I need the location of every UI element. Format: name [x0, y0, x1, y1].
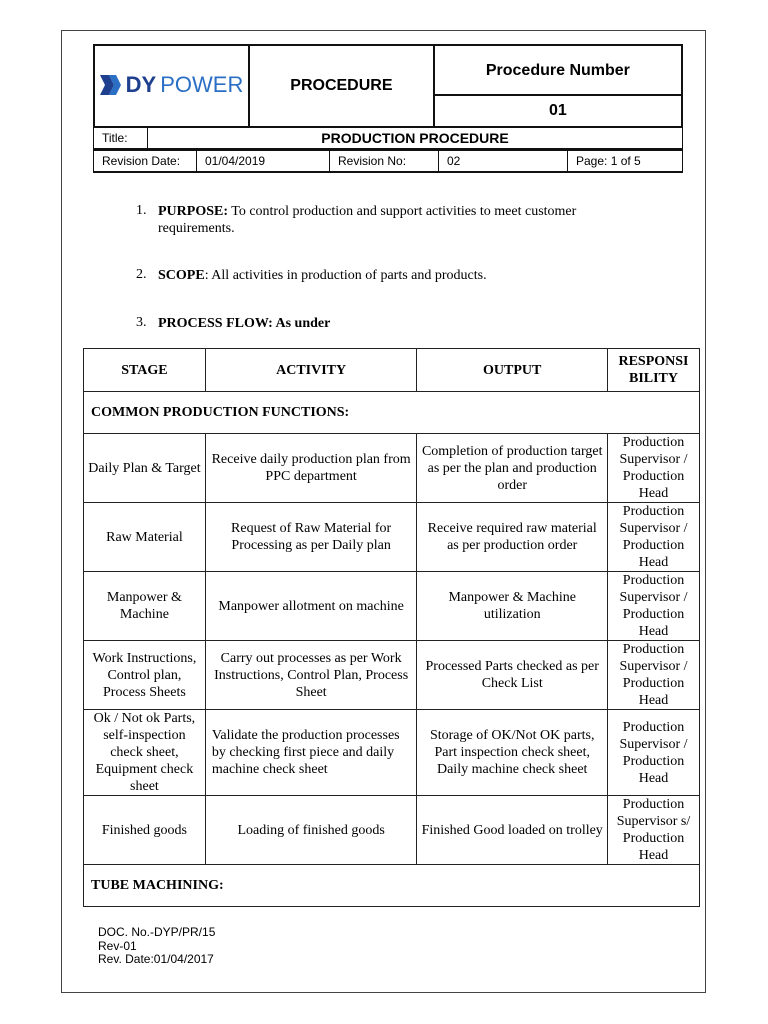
table-row — [84, 796, 700, 865]
procedure-label: PROCEDURE — [249, 45, 434, 127]
section-number: 3. — [136, 315, 147, 330]
document-title: PRODUCTION PROCEDURE — [148, 127, 683, 149]
logo-text-dy: DY — [125, 72, 157, 97]
header-activity: ACTIVITY — [205, 349, 417, 392]
procedure-number-label: Procedure Number — [434, 45, 682, 95]
document-footer — [98, 926, 215, 967]
cell-output: Receive required raw material as per production order — [417, 503, 608, 572]
revision-no-label: Revision No: — [330, 150, 439, 172]
company-logo — [100, 72, 244, 98]
procedure-number-value: 01 — [434, 95, 682, 127]
group-tube-machining: TUBE MACHINING: — [84, 865, 700, 907]
cell-stage: Finished goods — [84, 796, 206, 865]
table-header-row — [84, 349, 700, 392]
cell-output: Manpower & Machine utilization — [417, 572, 608, 641]
revision-no-value: 02 — [439, 150, 568, 172]
cell-stage: Raw Material — [84, 503, 206, 572]
cell-activity: Request of Raw Material for Processing as per Daily plan — [205, 503, 417, 572]
section-purpose — [136, 203, 596, 237]
logo-text-power: POWER — [160, 72, 244, 97]
section-heading: PURPOSE: — [158, 204, 228, 219]
logo-chevron-icon — [100, 75, 122, 95]
cell-activity: Carry out processes as per Work Instructions, Control Plan, Process Sheet — [205, 641, 417, 710]
cell-activity: Manpower allotment on machine — [205, 572, 417, 641]
revision-date-value: 01/04/2019 — [197, 150, 330, 172]
cell-activity: Receive daily production plan from PPC department — [205, 434, 417, 503]
title-table — [93, 126, 683, 150]
section-text: To control production and support activities to meet customer requirements. — [158, 204, 577, 236]
cell-output: Finished Good loaded on trolley — [417, 796, 608, 865]
footer-doc-no: DOC. No.-DYP/PR/15 — [98, 925, 216, 939]
title-label: Title: — [94, 127, 148, 149]
cell-responsibility: Production Supervisor / Production Head — [608, 572, 700, 641]
section-process-flow — [136, 315, 596, 332]
cell-responsibility: Production Supervisor / Production Head — [608, 710, 700, 796]
cell-output: Processed Parts checked as per Check List — [417, 641, 608, 710]
cell-stage: Manpower & Machine — [84, 572, 206, 641]
header-stage: STAGE — [84, 349, 206, 392]
cell-output: Storage of OK/Not OK parts, Part inspection check sheet, Daily machine check sheet — [417, 710, 608, 796]
cell-stage: Ok / Not ok Parts, self-inspection check sheet, Equipment check sheet — [84, 710, 206, 796]
table-row — [84, 572, 700, 641]
group-row — [84, 392, 700, 434]
cell-activity: Loading of finished goods — [205, 796, 417, 865]
section-number: 2. — [136, 267, 147, 282]
table-row — [84, 503, 700, 572]
page-indicator: Page: 1 of 5 — [568, 150, 683, 172]
cell-output: Completion of production target as per the plan and production order — [417, 434, 608, 503]
table-row — [84, 641, 700, 710]
table-row — [84, 434, 700, 503]
cell-activity: Validate the production processes by checking first piece and daily machine check sheet — [205, 710, 417, 796]
group-common-production: COMMON PRODUCTION FUNCTIONS: — [84, 392, 700, 434]
revision-table — [93, 149, 683, 173]
group-row — [84, 865, 700, 907]
section-heading: SCOPE — [158, 268, 205, 283]
cell-stage: Work Instructions, Control plan, Process Sheets — [84, 641, 206, 710]
section-scope — [136, 267, 596, 284]
header-responsibility: RESPONSI BILITY — [608, 349, 700, 392]
cell-responsibility: Production Supervisor / Production Head — [608, 641, 700, 710]
cell-stage: Daily Plan & Target — [84, 434, 206, 503]
header-table — [93, 44, 683, 128]
footer-rev: Rev-01 — [98, 938, 137, 953]
logo-cell — [94, 45, 249, 127]
cell-responsibility: Production Supervisor / Production Head — [608, 434, 700, 503]
header-output: OUTPUT — [417, 349, 608, 392]
cell-responsibility: Production Supervisor / Production Head — [608, 503, 700, 572]
process-flow-table — [83, 348, 700, 907]
section-number: 1. — [136, 203, 147, 218]
section-heading: PROCESS FLOW: As under — [158, 316, 331, 331]
revision-date-label: Revision Date: — [94, 150, 197, 172]
table-row — [84, 710, 700, 796]
section-text: : All activities in production of parts and products. — [204, 268, 487, 283]
cell-responsibility: Production Supervisor s/ Production Head — [608, 796, 700, 865]
footer-rev-date: Rev. Date:01/04/2017 — [98, 952, 214, 966]
